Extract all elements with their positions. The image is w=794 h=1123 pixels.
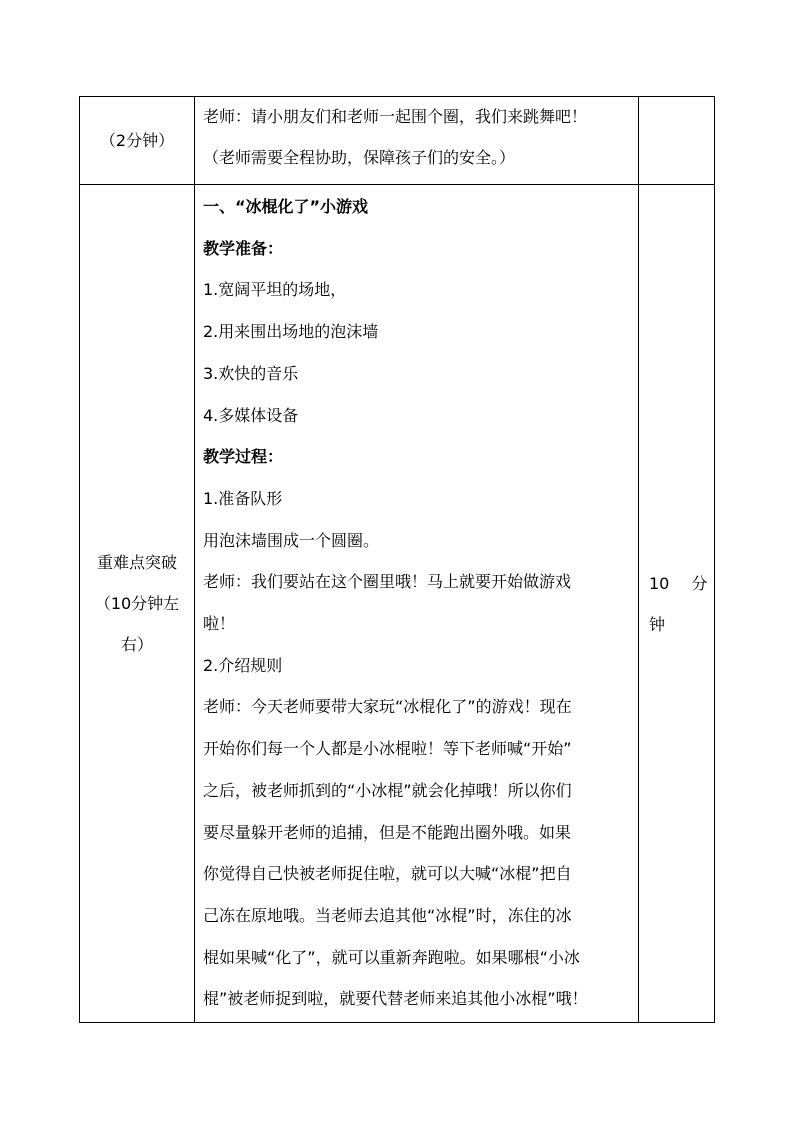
stage-label: 右） xyxy=(120,635,153,655)
time-cell xyxy=(639,97,715,185)
stage-label: 重难点突破 xyxy=(96,553,177,573)
content-cell xyxy=(195,185,639,1023)
process-line: 要尽量躲开老师的追捕，但是不能跑出圈外哦。如果 xyxy=(203,822,572,842)
prep-item: 2.用来围出场地的泡沫墙 xyxy=(203,322,379,342)
time-number: 10 xyxy=(649,573,670,593)
stage-cell xyxy=(80,185,195,1023)
time-cell xyxy=(639,185,715,1023)
content-cell xyxy=(195,97,639,185)
process-line: 开始你们每一个人都是小冰棍啦！等下老师喊“开始” xyxy=(203,739,572,759)
process-line: 2.介绍规则 xyxy=(203,655,283,675)
stage-label: （2分钟） xyxy=(99,131,175,150)
process-line: 棍”被老师捉到啦，就要代替老师来追其他小冰棍”哦！ xyxy=(203,989,588,1009)
prep-item: 1.宽阔平坦的场地， xyxy=(203,280,347,300)
time-unit: 钟 xyxy=(649,614,666,634)
process-line: 棍如果喊“化了”，就可以重新奔跑啦。如果哪根“小冰 xyxy=(203,947,580,967)
process-heading: 教学过程： xyxy=(203,447,284,467)
prep-heading: 教学准备： xyxy=(203,238,284,258)
stage-label: （10分钟左 xyxy=(94,594,180,614)
content-line: （老师需要全程协助，保障孩子们的安全。） xyxy=(203,148,516,167)
prep-item: 3.欢快的音乐 xyxy=(203,363,299,383)
process-line: 己冻在原地哦。当老师去追其他“冰棍”时，冻住的冰 xyxy=(203,905,572,925)
time-unit: 分 xyxy=(691,573,708,593)
process-line: 老师：我们要站在这个圈里哦！马上就要开始做游戏 xyxy=(203,572,572,592)
process-line: 你觉得自己快被老师捉住啦，就可以大喊“冰棍”把自 xyxy=(203,864,572,884)
table-row xyxy=(80,185,715,1023)
stage-cell xyxy=(80,97,195,185)
process-line: 老师：今天老师要带大家玩“冰棍化了”的游戏！现在 xyxy=(203,697,572,717)
process-line: 之后，被老师抓到的“小冰棍”就会化掉哦！所以你们 xyxy=(203,780,572,800)
process-line: 1.准备队形 xyxy=(203,488,283,508)
lesson-plan-table xyxy=(79,96,715,1023)
prep-item: 4.多媒体设备 xyxy=(203,405,299,425)
process-line: 用泡沫墙围成一个圆圈。 xyxy=(203,530,380,550)
table-row xyxy=(80,97,715,185)
content-line: 老师：请小朋友们和老师一起围个圈，我们来跳舞吧！ xyxy=(203,107,588,126)
activity-title: 一、“冰棍化了”小游戏 xyxy=(203,197,369,216)
process-line: 啦！ xyxy=(203,614,236,634)
